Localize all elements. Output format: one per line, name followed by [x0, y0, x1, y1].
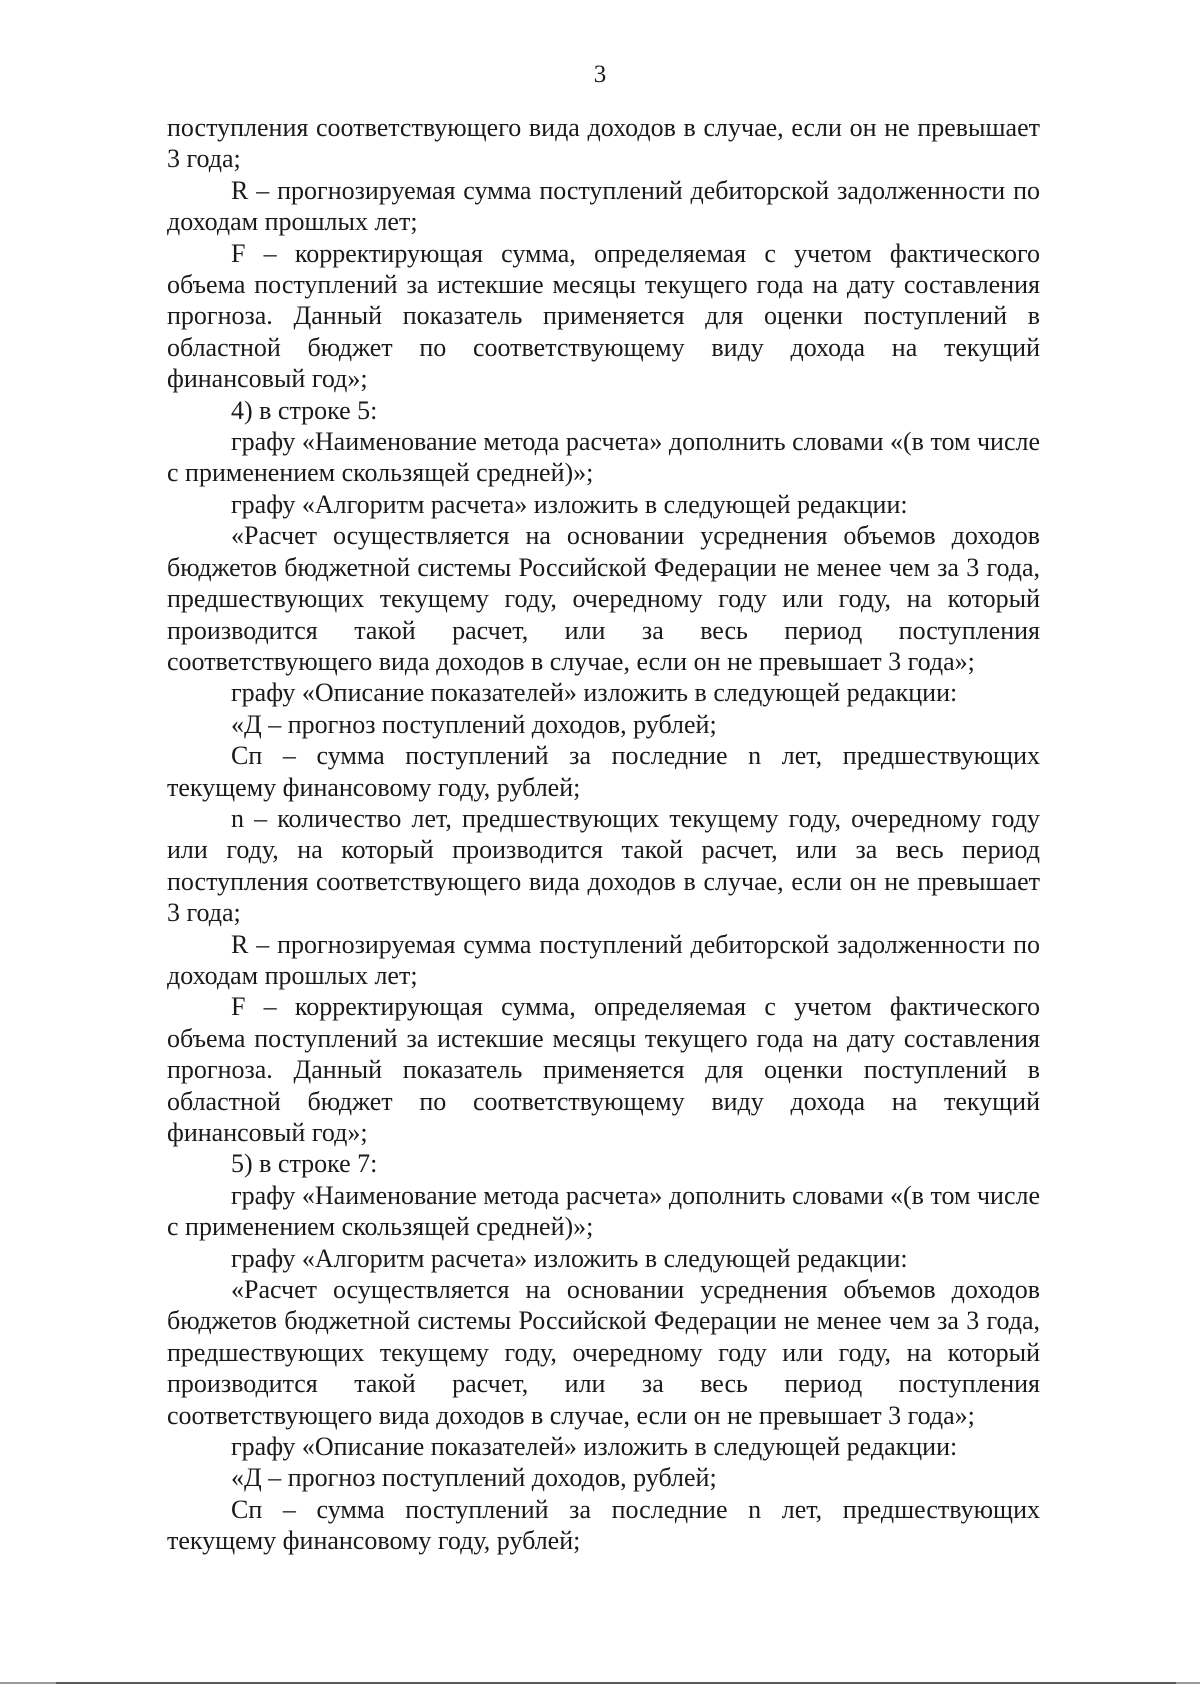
paragraph: Сп – сумма поступлений за последние n лет, предшествующих текущему финансовому году, рублей;	[167, 741, 1040, 802]
paragraph: «Д – прогноз поступлений доходов, рублей;	[231, 709, 717, 739]
paragraph: графу «Наименование метода расчета» дополнить словами «(в том числе с применением скользящей средней)»;	[167, 427, 1040, 488]
paragraph: «Расчет осуществляется на основании усреднения объемов доходов бюджетов бюджетной системы Российской Федерации не менее чем за 3 года, предшествующих текущему году, очередному году или году, на который производится такой расчет, или за весь период поступления соответствующего вида доходов в случае, если он не превышает 3 года»;	[167, 521, 1040, 676]
paragraph: «Расчет осуществляется на основании усреднения объемов доходов бюджетов бюджетной системы Российской Федерации не менее чем за 3 года, предшествующих текущему году, очередному году или году, на который производится такой расчет, или за весь период поступления соответствующего вида доходов в случае, если он не превышает 3 года»;	[167, 1275, 1040, 1430]
paragraph: F – корректирующая сумма, определяемая с учетом фактического объема поступлений за истекшие месяцы текущего года на дату составления прогноза. Данный показатель применяется для оценки поступлений в областной бюджет по соответствующему виду дохода на текущий финансовый год»;	[167, 238, 1040, 394]
document-body	[167, 112, 1040, 1557]
paragraph: 5) в строке 7:	[231, 1149, 378, 1179]
paragraph: R – прогнозируемая сумма поступлений дебиторской задолженности по доходам прошлых лет;	[167, 929, 1040, 990]
paragraph: R – прогнозируемая сумма поступлений дебиторской задолженности по доходам прошлых лет;	[167, 175, 1040, 237]
paragraph: n – количество лет, предшествующих текущему году, очередному году или году, на который производится такой расчет, или за весь период поступления соответствующего вида доходов в случае, если он не превышает 3 года;	[167, 803, 1040, 928]
page-edge-divider-dark	[56, 1682, 1176, 1684]
paragraph: графу «Алгоритм расчета» изложить в следующей редакции:	[231, 1243, 908, 1273]
paragraph: графу «Алгоритм расчета» изложить в следующей редакции:	[231, 489, 908, 519]
paragraph: графу «Описание показателей» изложить в следующей редакции:	[231, 678, 958, 708]
paragraph: графу «Наименование метода расчета» дополнить словами «(в том числе с применением скользящей средней)»;	[167, 1180, 1040, 1242]
page-number: 3	[593, 61, 607, 88]
paragraph: графу «Описание показателей» изложить в следующей редакции:	[231, 1432, 958, 1462]
paragraph: «Д – прогноз поступлений доходов, рублей;	[231, 1463, 717, 1493]
paragraph: Сп – сумма поступлений за последние n лет, предшествующих текущему финансовому году, рублей;	[167, 1494, 1040, 1556]
paragraph: 4) в строке 5:	[231, 395, 378, 425]
paragraph: F – корректирующая сумма, определяемая с учетом фактического объема поступлений за истекшие месяцы текущего года на дату составления прогноза. Данный показатель применяется для оценки поступлений в областной бюджет по соответствующему виду дохода на текущий финансовый год»;	[167, 992, 1040, 1147]
paragraph: поступления соответствующего вида доходов в случае, если он не превышает 3 года;	[167, 113, 1040, 174]
